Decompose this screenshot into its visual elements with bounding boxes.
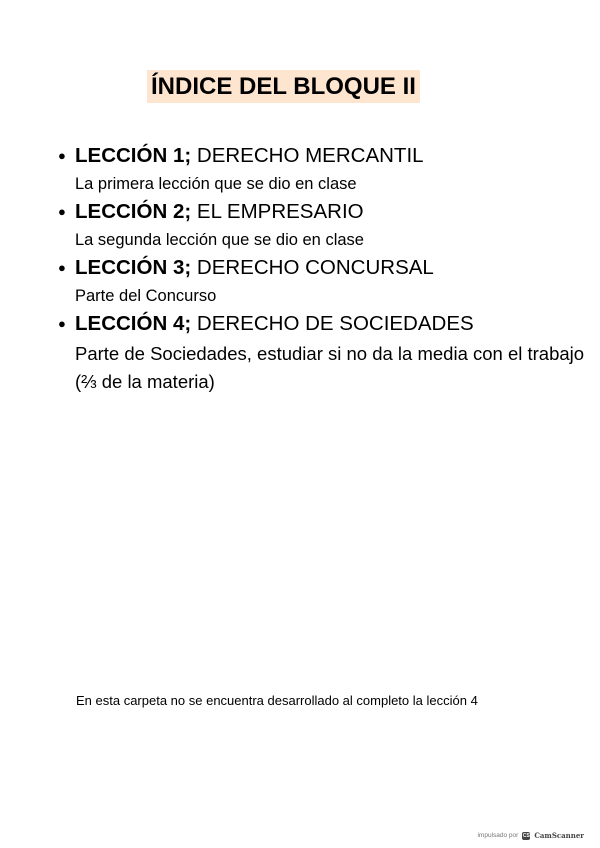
- lesson-name: DERECHO DE SOCIEDADES: [196, 312, 474, 335]
- bullet-icon: ●: [58, 148, 66, 163]
- bullet-icon: ●: [58, 316, 66, 331]
- camscanner-logo-icon: CS: [522, 832, 530, 839]
- lesson-heading: [58, 310, 588, 338]
- lesson-description: La segunda lección que se dio en clase: [75, 231, 364, 249]
- lesson-number: LECCIÓN 1;: [75, 144, 192, 167]
- watermark-brand: CamScanner: [534, 831, 584, 840]
- watermark-prefix: impulsado por: [477, 832, 519, 839]
- list-item: [58, 254, 588, 310]
- lesson-description: Parte de Sociedades, estudiar si no da la media con el trabajo (⅔ de la materia): [75, 343, 585, 392]
- lesson-description: Parte del Concurso: [75, 287, 217, 305]
- bullet-icon: ●: [58, 204, 66, 219]
- lesson-number: LECCIÓN 2;: [75, 200, 192, 223]
- lesson-description: La primera lección que se dio en clase: [75, 175, 357, 193]
- lesson-heading: [58, 254, 588, 282]
- footer-note: En esta carpeta no se encuentra desarrollado al completo la lección 4: [76, 693, 478, 708]
- page-title: ÍNDICE DEL BLOQUE II: [147, 70, 420, 103]
- lesson-name: DERECHO CONCURSAL: [196, 256, 434, 279]
- lesson-number: LECCIÓN 3;: [75, 256, 192, 279]
- lesson-heading: [58, 142, 588, 170]
- lesson-name: DERECHO MERCANTIL: [196, 144, 424, 167]
- bullet-icon: ●: [58, 260, 66, 275]
- list-item: [58, 310, 588, 396]
- lesson-name: EL EMPRESARIO: [196, 200, 364, 223]
- list-item: [58, 198, 588, 254]
- camscanner-watermark: [477, 831, 584, 840]
- lesson-heading: [58, 198, 588, 226]
- list-item: [58, 142, 588, 198]
- lesson-number: LECCIÓN 4;: [75, 312, 192, 335]
- lesson-list: [58, 142, 588, 396]
